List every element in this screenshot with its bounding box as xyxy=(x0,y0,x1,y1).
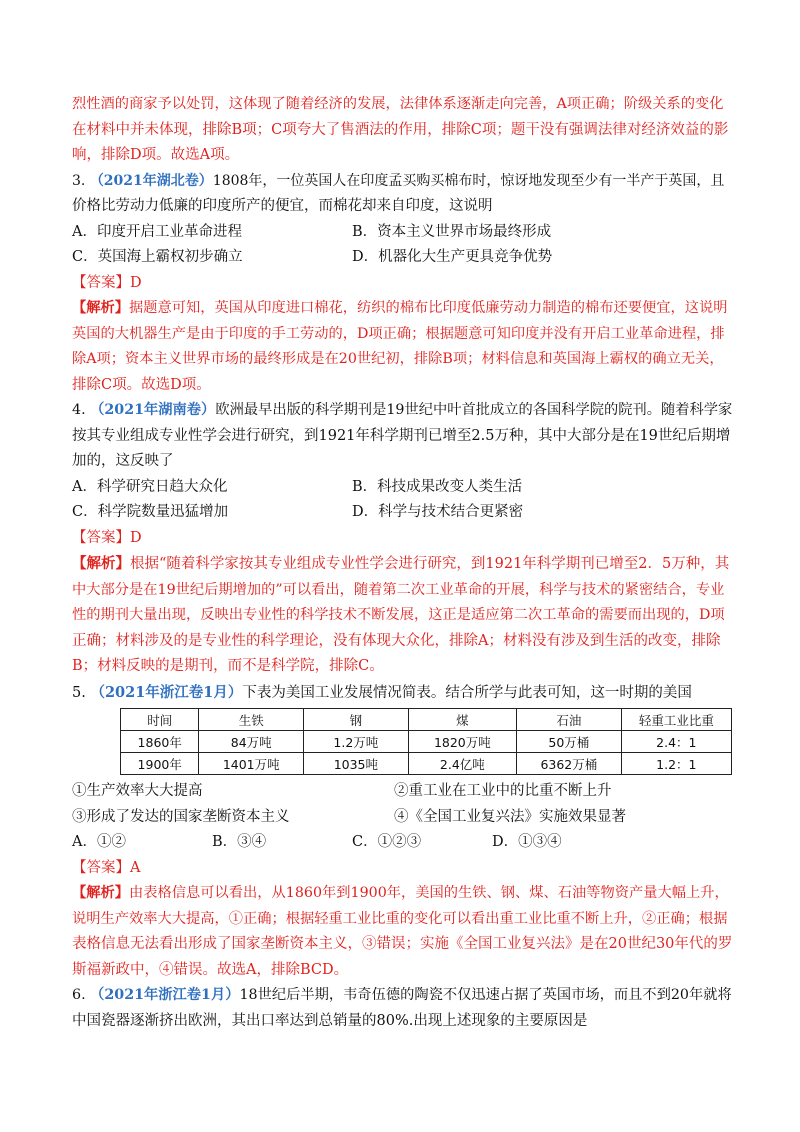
table-header: 生铁 xyxy=(199,709,304,731)
options-row xyxy=(72,220,732,246)
option-d: D．科学与技术结合更紧密 xyxy=(352,504,524,520)
question-text: 价格比劳动力低廉的印度所产的便宜，而棉花却来自印度，这说明 xyxy=(72,198,493,214)
question-text: 欧洲最早出版的科学期刊是19世纪中叶首批成立的各国科学院的院刊。随着科学家 xyxy=(215,402,733,418)
answer-value: A xyxy=(130,859,141,876)
option-a: A．科学研究日趋大众化 xyxy=(72,478,228,495)
option-b: B．科技成果改变人类生活 xyxy=(352,478,523,495)
statement-2: ②重工业在工业中的比重不断上升 xyxy=(394,783,612,799)
table-header: 钢 xyxy=(304,709,409,731)
option-c: C．科学院数量迅猛增加 xyxy=(72,504,229,520)
options-row xyxy=(72,475,732,501)
option-d: D．①③④ xyxy=(492,834,562,850)
analysis-text: 英国的大机器生产是由于印度的手工劳动的，D项正确；根据题意可知印度并没有开启工业革命进程，排 xyxy=(72,325,725,342)
table-header-row xyxy=(121,709,732,731)
table-cell: 1401万吨 xyxy=(199,753,304,775)
options-row xyxy=(72,245,732,271)
analysis-continuation-line: 烈性酒的商家予以处罚，这体现了随着经济的发展，法律体系逐渐走向完善，A项正确；阶级关系的变化 xyxy=(72,96,724,112)
analysis-text: 正确；材料涉及的是专业性的科学理论，没有体现大众化，排除A；材料没有涉及到生活的改变，排除 xyxy=(72,632,721,649)
table-cell: 6362万桶 xyxy=(517,753,622,775)
question-6-stem xyxy=(72,983,732,1009)
answer-line xyxy=(72,856,732,882)
analysis-continuation-line: 在材料中并未体现，排除B项；C项夸大了售酒法的作用，排除C项；题干没有强调法律对经济效益的影 xyxy=(72,121,729,138)
question-number: 6. xyxy=(72,987,86,1003)
question-source: （2021年浙江卷1月） xyxy=(90,683,243,701)
analysis-label: 【解析】 xyxy=(72,300,130,316)
answer-value: D xyxy=(130,274,142,291)
analysis-text: 表格信息无法看出形成了国家垄断资本主义，③错误；实施《全国工业复兴法》是在20世纪30年代的罗 xyxy=(72,936,733,952)
table-header: 煤 xyxy=(408,709,516,731)
analysis-line xyxy=(72,551,732,578)
analysis-continuation-line: 响，排除D项。故选A项。 xyxy=(72,147,240,163)
answer-line xyxy=(72,271,732,297)
question-text: 中国瓷器逐渐挤出欧洲，其出口率达到总销量的80%.出现上述现象的主要原因是 xyxy=(72,1012,588,1029)
table-cell: 1820万吨 xyxy=(408,731,516,753)
table-cell: 1860年 xyxy=(121,731,199,753)
statements-row xyxy=(72,805,732,831)
question-text: 18世纪后半期，韦奇伍德的陶瓷不仅迅速占据了英国市场，而且不到20年就将 xyxy=(239,987,732,1003)
answer-label: 【答案】 xyxy=(72,529,130,546)
statement-4: ④《全国工业复兴法》实施效果显著 xyxy=(394,808,626,825)
option-d: D．机器化大生产更具竞争优势 xyxy=(352,249,553,265)
statements-row xyxy=(72,779,732,805)
analysis-text: 中大部分是在19世纪后期增加的”可以看出，随着第二次工业革命的开展，科学与技术的紧密结合，专业 xyxy=(72,581,725,598)
table-header: 石油 xyxy=(517,709,622,731)
statement-1: ①生产效率大大提高 xyxy=(72,783,203,799)
table-cell: 1035吨 xyxy=(304,753,409,775)
answer-line xyxy=(72,526,732,552)
table-cell: 84万吨 xyxy=(199,731,304,753)
question-text: 下表为美国工业发展情况简表。结合所学与此表可知，这一时期的美国 xyxy=(242,684,692,701)
analysis-text: 说明生产效率大大提高，①正确；根据轻重工业比重的变化可以看出重工业比重不断上升，②正确；根据 xyxy=(72,910,728,927)
analysis-text: 性的期刊大量出现，反映出专业性的科学技术不断发展，这正是适应第二次工革命的需要而出现的，D项 xyxy=(72,607,725,623)
answer-label: 【答案】 xyxy=(72,274,130,291)
analysis-text: 除A项；资本主义世界市场的最终形成是在20世纪初，排除B项；材料信息和英国海上霸权的确立无关， xyxy=(72,351,724,367)
analysis-line xyxy=(72,296,732,322)
table-cell: 50万桶 xyxy=(517,731,622,753)
option-c: C．英国海上霸权初步确立 xyxy=(72,249,243,265)
analysis-text: 斯福新政中，④错误。故选A，排除BCD。 xyxy=(72,961,349,978)
question-source: （2021年湖南卷） xyxy=(90,402,216,418)
table-cell: 1.2万吨 xyxy=(304,731,409,753)
document-page xyxy=(72,92,732,1034)
analysis-text: 排除C项。故选D项。 xyxy=(72,376,211,393)
question-5-stem xyxy=(72,680,732,707)
analysis-label: 【解析】 xyxy=(72,555,130,572)
analysis-text: 根据“随着科学家按其专业组成专业性学会进行研究，到1921年科学期刊已增至2．5万种，其 xyxy=(130,556,730,572)
table-cell: 2.4亿吨 xyxy=(408,753,516,775)
industry-table xyxy=(120,708,732,775)
option-c: C．①②③ xyxy=(352,834,422,850)
option-b: B．③④ xyxy=(212,834,267,850)
question-text: 按其专业组成专业性学会进行研究，到1921年科学期刊已增至2.5万种，其中大部分是在19世纪后期增 xyxy=(72,427,731,444)
option-a: A．印度开启工业革命进程 xyxy=(72,223,242,240)
analysis-text: 据题意可知，英国从印度进口棉花，纺织的棉布比印度低廉劳动力制造的棉布还要便宜，这说明 xyxy=(129,300,728,316)
analysis-text: 由表格信息可以看出，从1860年到1900年，美国的生铁、钢、煤、石油等物资产量大幅上升， xyxy=(129,885,729,901)
options-row xyxy=(72,500,732,526)
question-number: 4. xyxy=(72,402,86,418)
question-text: 加的，这反映了 xyxy=(72,453,174,469)
table-header: 轻重工业比重 xyxy=(621,709,731,731)
option-a: A．①② xyxy=(72,834,126,850)
question-number: 3. xyxy=(72,172,86,189)
analysis-label: 【解析】 xyxy=(72,885,130,901)
table-row xyxy=(121,731,732,753)
option-b: B．资本主义世界市场最终形成 xyxy=(352,223,552,240)
question-3-stem xyxy=(72,169,732,195)
table-cell: 1900年 xyxy=(121,753,199,775)
answer-label: 【答案】 xyxy=(72,859,130,876)
table-row xyxy=(121,753,732,775)
answer-value: D xyxy=(130,529,142,546)
question-source: （2021年浙江卷1月） xyxy=(90,987,240,1003)
question-source: （2021年湖北卷） xyxy=(89,172,213,189)
table-cell: 1.2：1 xyxy=(621,753,731,775)
table-header: 时间 xyxy=(121,709,199,731)
options-row xyxy=(72,830,732,856)
table-cell: 2.4：1 xyxy=(621,731,731,753)
question-number: 5. xyxy=(72,684,86,701)
statement-3: ③形成了发达的国家垄断资本主义 xyxy=(72,808,290,825)
question-4-stem xyxy=(72,398,732,424)
question-text: 1808年，一位英国人在印度孟买购买棉布时，惊讶地发现至少有一半产于英国，且 xyxy=(212,172,725,189)
analysis-text: B；材料反映的是期刊，而不是科学院，排除C。 xyxy=(72,658,384,674)
analysis-line xyxy=(72,881,732,907)
